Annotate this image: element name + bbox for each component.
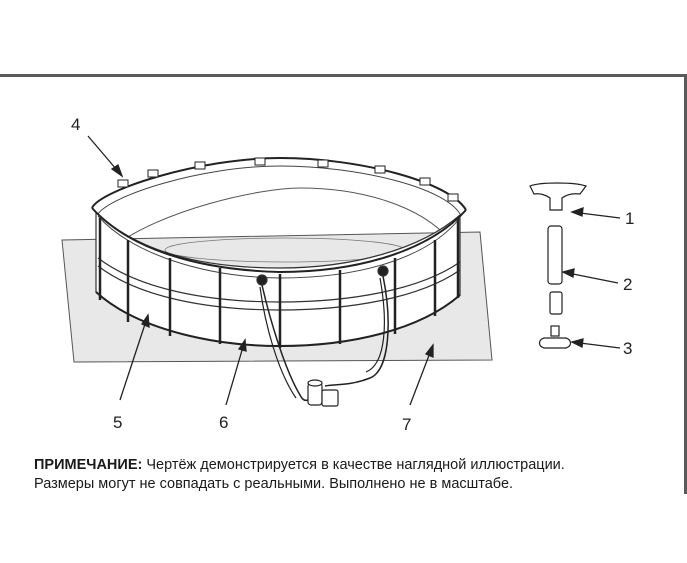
leg-parts (530, 183, 586, 348)
top-joints (118, 158, 458, 201)
frame-top-border (0, 74, 687, 77)
note-line-1: Чертёж демонстрируется в качестве наглядной иллюстрации. (146, 457, 565, 473)
t-joint-part (530, 183, 586, 210)
pool-diagram (0, 80, 687, 455)
note-text (34, 456, 674, 494)
callout-6: 6 (219, 413, 229, 432)
leg-foot (540, 338, 571, 348)
leg-pipe-upper (548, 226, 562, 284)
callout-5: 5 (113, 413, 123, 432)
callout-3: 3 (623, 339, 633, 358)
outlet-fitting (378, 266, 388, 276)
leg-pipe-lower (550, 292, 562, 314)
callout-1: 1 (625, 209, 635, 228)
note-heading: ПРИМЕЧАНИЕ: (34, 457, 143, 473)
inlet-fitting (257, 275, 267, 285)
filter-pump (308, 380, 338, 406)
note-line-2: Размеры могут не совпадать с реальными. Выполнено не в масштабе. (34, 476, 514, 492)
callout-4: 4 (71, 115, 81, 134)
callout-7: 7 (402, 415, 412, 434)
callout-2: 2 (623, 275, 633, 294)
